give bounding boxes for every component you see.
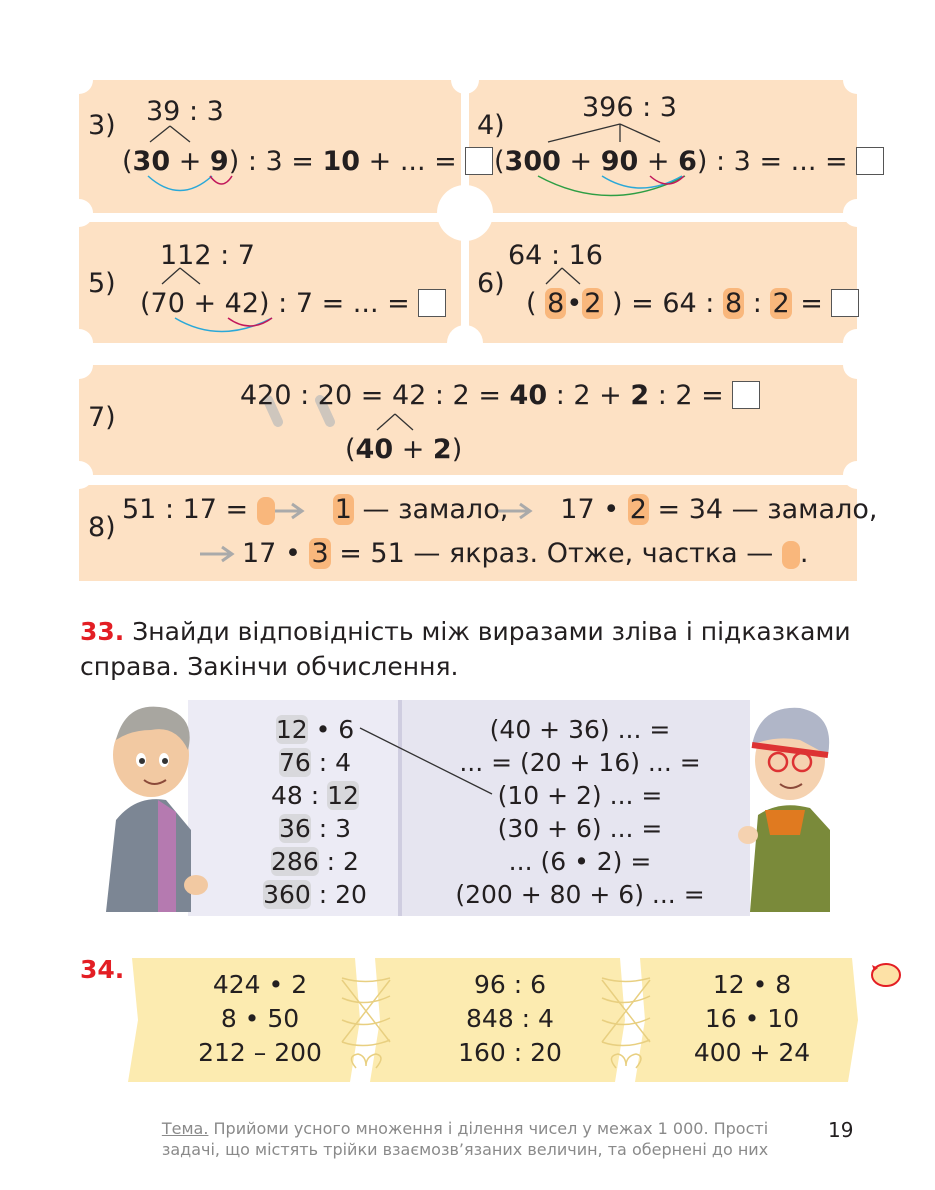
ticket-5-expression: [140, 288, 446, 321]
ticket-8-label: 8): [88, 512, 116, 543]
ticket-6-label: 6): [477, 268, 505, 299]
task-33-line-1: Знайди відповідність між виразами зліва і підказками: [132, 617, 851, 646]
ticket-7-label: 7): [88, 402, 116, 433]
colon: :: [744, 288, 771, 319]
part: 36: [278, 814, 311, 843]
page-number: 19: [828, 1118, 854, 1142]
ticket-4-c: 6: [678, 146, 697, 177]
part: = 34 — замало,: [648, 494, 878, 525]
ticket-3-expression: (30 + 9) : 3 = 10 + ... =: [122, 146, 493, 179]
part: .: [799, 538, 809, 569]
paren: (: [345, 434, 356, 465]
boy-illustration: [96, 700, 216, 912]
bold: 2: [432, 434, 452, 465]
highlight-2: 2: [629, 494, 647, 525]
expr[interactable]: 96 : 6: [473, 970, 547, 999]
answer-box[interactable]: [418, 289, 446, 317]
expr[interactable]: 12 • 8: [712, 970, 792, 999]
left-expr-3[interactable]: [240, 779, 390, 812]
expr[interactable]: 848 : 4: [466, 1004, 554, 1033]
expr[interactable]: 212 – 200: [198, 1038, 322, 1067]
part: 12: [327, 781, 359, 810]
task-34-number: 34.: [80, 955, 125, 984]
hint-2[interactable]: ... = (20 + 16) ... =: [459, 748, 701, 777]
highlight-2: 2: [584, 288, 602, 319]
highlight-8: 8: [547, 288, 565, 319]
ticket-3-a: 30: [132, 146, 171, 177]
part: 76: [278, 748, 311, 777]
task-33-right-column: [420, 713, 740, 911]
part: : 2 =: [649, 380, 733, 411]
left-expr-4[interactable]: [240, 812, 390, 845]
ticket-3-ten: 10: [322, 146, 361, 177]
hint-4[interactable]: (30 + 6) ... =: [497, 814, 663, 843]
ticket-5-top: 112 : 7: [160, 240, 255, 271]
ticket-6-expression: [526, 288, 859, 321]
part: : 2: [318, 847, 359, 876]
footer-line-2: задачі, що містять трійки взаємозв’язаних величин, та обернені до них: [161, 1140, 769, 1159]
ticket-5-label: 5): [88, 268, 116, 299]
answer-box[interactable]: [831, 289, 859, 317]
ticket-4-b: 90: [600, 146, 639, 177]
highlight-2b: 2: [772, 288, 790, 319]
highlight-8b: 8: [725, 288, 743, 319]
ticket-8-line-2: [242, 538, 808, 569]
girl-illustration: [730, 700, 840, 912]
plus: +: [393, 434, 433, 465]
part: 360: [263, 880, 311, 909]
part: 286: [271, 847, 319, 876]
answer-box[interactable]: [856, 147, 884, 175]
highlight-1: 1: [334, 494, 352, 525]
ticket-3-label: 3): [88, 110, 116, 141]
expr[interactable]: 400 + 24: [693, 1038, 811, 1067]
ticket-5-expr: (70 + 42) : 7 = ... =: [140, 288, 419, 319]
footer-tema: Тема.: [161, 1119, 209, 1138]
ticket-4-expression: (300 + 90 + 6) : 3 = ... =: [494, 146, 884, 179]
ticket-3-rest: ) : 3 =: [228, 146, 323, 177]
task-33-number: 33.: [80, 617, 125, 646]
paren: ): [451, 434, 463, 465]
left-expr-1[interactable]: [240, 713, 390, 746]
expr[interactable]: 160 : 20: [458, 1038, 562, 1067]
task-34-column-1: [160, 968, 360, 1070]
blank-highlight[interactable]: [257, 497, 275, 525]
ticket-4-rest: ) : 3 = ... =: [696, 146, 857, 177]
ticket-4-label: 4): [477, 110, 505, 141]
highlight-3: 3: [311, 538, 329, 569]
part: — замало,: [353, 494, 509, 525]
part: 48 :: [271, 781, 328, 810]
part: 12: [275, 715, 308, 744]
bold: 40: [355, 434, 394, 465]
ticket-4-top: 396 : 3: [582, 92, 677, 123]
task-33-left-column: [240, 713, 390, 911]
part: • 6: [307, 715, 355, 744]
footer-line-1: Прийоми усного множення і ділення чисел у межах 1 000. Прості: [208, 1119, 769, 1138]
part: 17 •: [242, 538, 310, 569]
left-expr-6[interactable]: [240, 878, 390, 911]
part: : 20: [310, 880, 367, 909]
eq: =: [791, 288, 832, 319]
ticket-3-b: 9: [209, 146, 229, 177]
part: 420 : 20 = 42 : 2 =: [240, 380, 510, 411]
part: : 2 +: [547, 380, 631, 411]
task-33-text: [80, 614, 860, 684]
part: : 4: [310, 748, 352, 777]
part: : 3: [310, 814, 352, 843]
part: = 51 — якраз. Отже, частка —: [330, 538, 782, 569]
expr[interactable]: 8 • 50: [220, 1004, 300, 1033]
repeat-icon: [868, 960, 904, 990]
hint-1[interactable]: (40 + 36) ... =: [489, 715, 671, 744]
dot: •: [566, 288, 583, 319]
ticket-3-tail: + ... =: [360, 146, 466, 177]
bold-2: 2: [630, 380, 650, 411]
ticket-6-top: 64 : 16: [508, 240, 603, 271]
task-34-column-3: [652, 968, 852, 1070]
footer-topic: [140, 1118, 790, 1160]
left-expr-2[interactable]: [240, 746, 390, 779]
expr[interactable]: 16 • 10: [704, 1004, 800, 1033]
task-34-column-2: [410, 968, 610, 1070]
task-33-line-2: справа. Закінчи обчислення.: [80, 652, 459, 681]
ticket-4-a: 300: [504, 146, 561, 177]
answer-box[interactable]: [465, 147, 493, 175]
ticket-3-top: 39 : 3: [146, 96, 224, 127]
hint-6[interactable]: (200 + 80 + 6) ... =: [455, 880, 705, 909]
expr[interactable]: 424 • 2: [212, 970, 308, 999]
ticket-7-expression: [240, 380, 760, 413]
hint-3[interactable]: (10 + 2) ... =: [497, 781, 663, 810]
ticket-8-line-1: [122, 494, 877, 525]
left-expr-5[interactable]: [240, 845, 390, 878]
answer-box[interactable]: [732, 381, 760, 409]
bold-40: 40: [509, 380, 548, 411]
hint-5[interactable]: ... (6 • 2) =: [508, 847, 652, 876]
rest: ) = 64 :: [612, 288, 723, 319]
part: 17 •: [560, 494, 628, 525]
paren: (: [526, 288, 537, 319]
part: 51 : 17 =: [122, 494, 257, 525]
blank-highlight[interactable]: [782, 541, 800, 569]
ticket-7-decomposition: [345, 434, 462, 465]
